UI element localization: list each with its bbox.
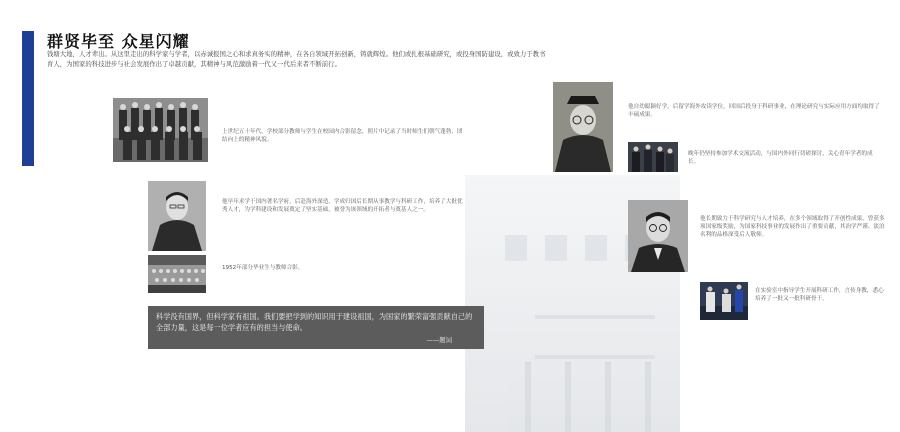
- scholar-seated-caption: 他早年求学于国内著名学府，后赴海外深造，学成归国后长期从事教学与科研工作，培养了大批优秀人才，为学科建设和发展奠定了坚实基础，被誉为该领域的开拓者与奠基人之一。: [222, 199, 463, 213]
- lab-photo-caption: 在实验室中指导学生开展科研工作，言传身教，悉心培养了一批又一批科研骨干。: [755, 288, 884, 302]
- intro-paragraph: 钱塘大地，人才辈出。从这里走出的科学家与学者，以赤诚报国之心和求真务实的精神，在各自领域开拓创新，铸就辉煌。他们或扎根基础研究，或投身国防建设，或致力于教书育人，为国家的科技进步与社会发展作出了卓越贡献，其精神与风范激励着一代又一代后来者不断前行。: [47, 50, 546, 68]
- scholar-portrait-middle-right: [628, 200, 688, 272]
- lab-photo: [700, 282, 748, 320]
- scholar-portrait-seated: [148, 181, 206, 251]
- scholar-portrait-top-right: [553, 82, 613, 172]
- meeting-photo-caption: 晚年仍坚持参加学术交流活动，与国内外同行切磋探讨，关心青年学者的成长。: [688, 151, 873, 165]
- portrait-top-right-caption: 他自幼聪颖好学，后留学海外攻读学位，回国后投身于科研事业，在理论研究与实际应用方面均取得了丰硕成果。: [628, 104, 880, 118]
- meeting-photo: [628, 142, 678, 172]
- portrait-middle-right-caption: 他长期致力于科学研究与人才培养，在多个领域取得了开创性成果，曾获多项国家级奖励，为国家科技事业的发展作出了重要贡献，其治学严谨、淡泊名利的品格深受后人敬仰。: [700, 216, 885, 238]
- page-title: 群贤毕至 众星闪耀: [47, 32, 190, 51]
- group-photo: [113, 98, 208, 162]
- quote-box: [148, 306, 484, 349]
- class-photo-caption: 1952年部分毕业生与教师合影。: [222, 265, 304, 271]
- quote-text: 科学没有国界，但科学家有祖国。我们要把学到的知识用于建设祖国，为国家的繁荣富强贡献自己的全部力量，这是每一位学者应有的担当与使命。: [156, 312, 473, 332]
- quote-author: ——题词: [426, 336, 452, 344]
- class-group-photo: [148, 255, 206, 293]
- group-photo-caption: 上世纪五十年代，学校部分教师与学生在校园内合影留念，照片中记录了当时师生们朝气蓬勃、团结向上的精神风貌。: [222, 129, 463, 143]
- title-accent-bar: [22, 31, 34, 166]
